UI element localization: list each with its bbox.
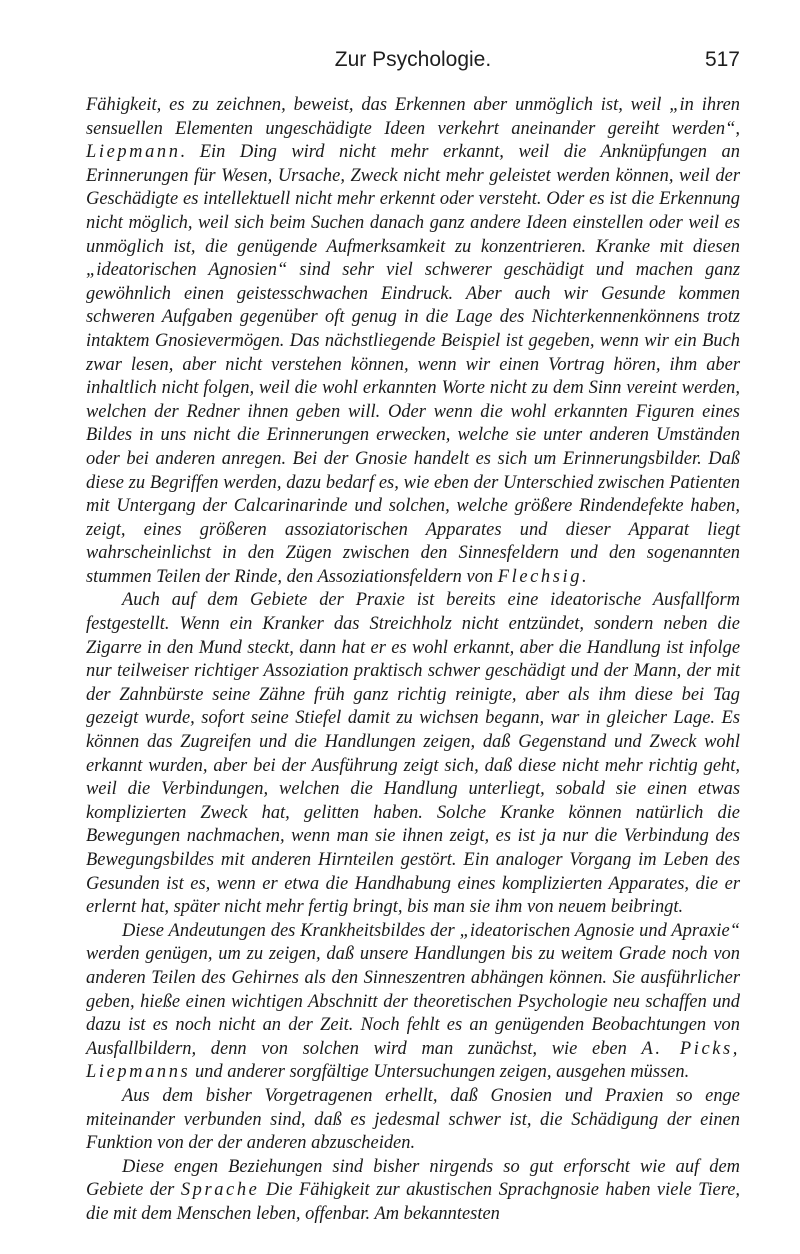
- author-names-pick-liepmann: A. Picks, Liepmanns: [86, 1037, 740, 1082]
- paragraph-5: [86, 1155, 740, 1226]
- body-text: [86, 93, 740, 1226]
- page-number: 517: [704, 48, 740, 71]
- text-run: Diese engen Beziehungen sind bisher nirgends so gut erforscht wie auf dem Gebiete der: [86, 1155, 740, 1200]
- text-run: und anderer sorgfältige Untersuchungen zeigen, ausgehen müssen.: [190, 1061, 690, 1082]
- text-run: Die Fähigkeit zur akustischen Sprachgnosie haben viele Tiere, die mit dem Menschen leben, offenbar. Am bekanntesten: [86, 1179, 740, 1223]
- term-sprache: Sprache: [180, 1179, 260, 1200]
- author-name-liepmann: Liepmann: [86, 141, 181, 162]
- paragraph-2: [86, 588, 740, 918]
- text-run: Auch auf dem Gebiete der Praxie ist bereits eine ideatorische Ausfallform festgestellt. Wenn ein Kranker das Streichholz nicht entzündet, sondern neben die Zigarre in den Mund steckt, dann hat er es wohl erkannt, aber die Handlung ist infolge nur teilweiser richtiger Assoziation praktisch schwer geschädigt und der Mann, der mit der Zahnbürste seine Zähne früh ganz richtig reinigte, aber als ihm diese bei Tag gezeigt wurde, sofort seine Stiefel damit zu wichsen begann, war in gleicher Lage. Es können das Zugreifen und die Handlungen zeigen, daß Gegenstand und Zweck wohl erkannt wurden, aber bei der Ausführung zeigt sich, daß diese nicht mehr richtig geht, weil die Verbindungen, welchen die Handlung unterliegt, sobald sie einen etwas komplizierten Zweck hat, gelitten haben. Solche Kranke können natürlich die Bewegungen nachmachen, wenn man sie ihnen zeigt, es ist ja nur die Verbindung des Bewegungsbildes mit anderen Hirnteilen gestört. Ein analoger Vorgang im Leben des Gesunden ist es, wenn er etwa die Handhabung eines komplizierten Apparates, die er erlernt hat, später nicht mehr fertig bringt, bis man sie ihm von neuem beibringt.: [86, 589, 740, 917]
- paragraph-4: [86, 1084, 740, 1155]
- paragraph-3: [86, 919, 740, 1084]
- text-run: Aus dem bisher Vorgetragenen erhellt, daß Gnosien und Praxien so enge miteinander verbunden sind, daß es jedesmal schwer ist, die Schädigung der einen Funktion von der der anderen abzuscheiden.: [86, 1084, 740, 1153]
- text-run: Fähigkeit, es zu zeichnen, beweist, das Erkennen aber unmöglich ist, weil „in ihren sensuellen Elementen ungeschädigte Ideen verkehrt aneinander gereiht werden“,: [86, 94, 740, 138]
- author-name-flechsig: Flechsig: [497, 565, 583, 586]
- paragraph-1: [86, 93, 740, 588]
- text-run: .: [582, 565, 587, 586]
- text-run: . Ein Ding wird nicht mehr erkannt, weil die Anknüpfungen an Erinnerungen für Wesen, Ursache, Zweck nicht mehr geleistet werden können, weil der Geschädigte es intellektuell nicht mehr erkennt oder versteht. Oder es ist die Erkennung nicht möglich, weil sich beim Suchen danach ganz andere Ideen einstellen oder weil es unmöglich ist, die genügende Aufmerksamkeit zu konzentrieren. Kranke mit diesen „ideatorischen Agnosien“ sind sehr viel schwerer geschädigt und machen ganz gewöhnlich einen geistesschwachen Eindruck. Aber auch wir Gesunde kommen schweren Aufgaben gegenüber oft genug in die Lage des Nichterkennenkönnens trotz intaktem Gnosievermögen. Das nächstliegende Beispiel ist gegeben, wenn wir ein Buch zwar lesen, aber nicht verstehen können, wenn wir einen Vortrag hören, ihm aber inhaltlich nicht folgen, weil die wohl erkannten Worte nicht zu dem Sinn vereint werden, welchen der Redner ihnen geben will. Oder wenn die wohl erkannten Figuren eines Bildes in uns nicht die Erinnerungen erwecken, welche sie unter anderen Umständen oder bei anderen anregen. Bei der Gnosie handelt es sich um Erinnerungsbilder. Daß diese zu Begriffen werden, dazu bedarf es, wie eben der Unterschied zwischen Patienten mit Untergang der Calcarinarinde und solchen, welche größere Rindendefekte haben, zeigt, eines größeren assoziatorischen Apparates und dieser Apparat liegt wahrscheinlichst in den Zügen zwischen den Sinnesfeldern und den sogenannten stummen Teilen der Rinde, den Assoziationsfeldern von: [86, 141, 740, 586]
- running-title: Zur Psychologie.: [334, 48, 492, 71]
- text-run: Diese Andeutungen des Krankheitsbildes der „ideatorischen Agnosie und Apraxie“ werden genügen, um zu zeigen, daß unsere Handlungen bis zu weitem Grade noch von anderen Teilen des Gehirnes als den Sinneszentren abhängen können. Sie ausführlicher geben, hieße einen wichtigen Abschnitt der theoretischen Psychologie neu schaffen und dazu ist es noch nicht an der Zeit. Noch fehlt es an genügenden Beobachtungen von Ausfallbildern, denn von solchen wird man zunächst, wie eben: [86, 919, 740, 1058]
- running-header: [86, 48, 740, 80]
